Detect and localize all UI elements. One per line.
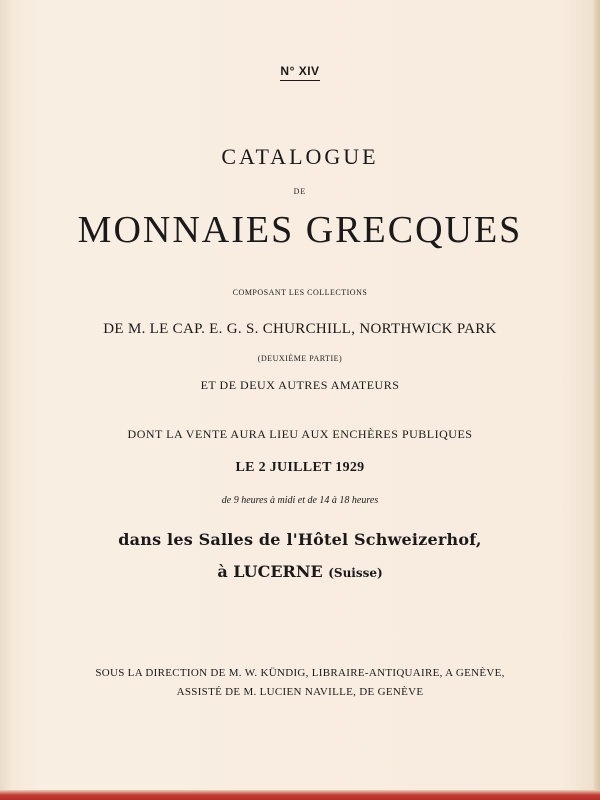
city-name: à LUCERNE bbox=[217, 562, 323, 581]
venue-line: dans les Salles de l'Hôtel Schweizerhof, bbox=[118, 530, 482, 549]
direction-line: SOUS LA DIRECTION DE M. W. KÜNDIG, LIBRAIRE-ANTIQUAIRE, A GENÈVE, bbox=[95, 667, 505, 679]
book-cover-edge bbox=[0, 790, 600, 800]
collectors-line: DE M. LE CAP. E. G. S. CHURCHILL, NORTHWICK PARK bbox=[103, 321, 497, 337]
part-line: (DEUXIÈME PARTIE) bbox=[257, 354, 343, 363]
page-binding-edge bbox=[594, 0, 600, 800]
sale-hours: de 9 heures à midi et de 14 à 18 heures bbox=[221, 495, 379, 506]
city-line bbox=[0, 562, 600, 581]
main-title: MONNAIES GRECQUES bbox=[77, 209, 523, 251]
catalogue-number bbox=[0, 64, 600, 81]
de-connector: DE bbox=[293, 187, 307, 196]
sale-date: LE 2 JUILLET 1929 bbox=[235, 460, 365, 475]
assistant-line: ASSISTÉ DE M. LUCIEN NAVILLE, DE GENÈVE bbox=[176, 686, 424, 698]
composant-line: COMPOSANT LES COLLECTIONS bbox=[232, 288, 368, 297]
sale-line: DONT LA VENTE AURA LIEU AUX ENCHÈRES PUBLIQUES bbox=[127, 427, 473, 441]
catalogue-heading: CATALOGUE bbox=[221, 144, 379, 169]
country-name: (Suisse) bbox=[328, 566, 383, 580]
catalogue-number-text: N° XIV bbox=[280, 64, 319, 81]
amateurs-line: ET DE DEUX AUTRES AMATEURS bbox=[200, 378, 400, 392]
